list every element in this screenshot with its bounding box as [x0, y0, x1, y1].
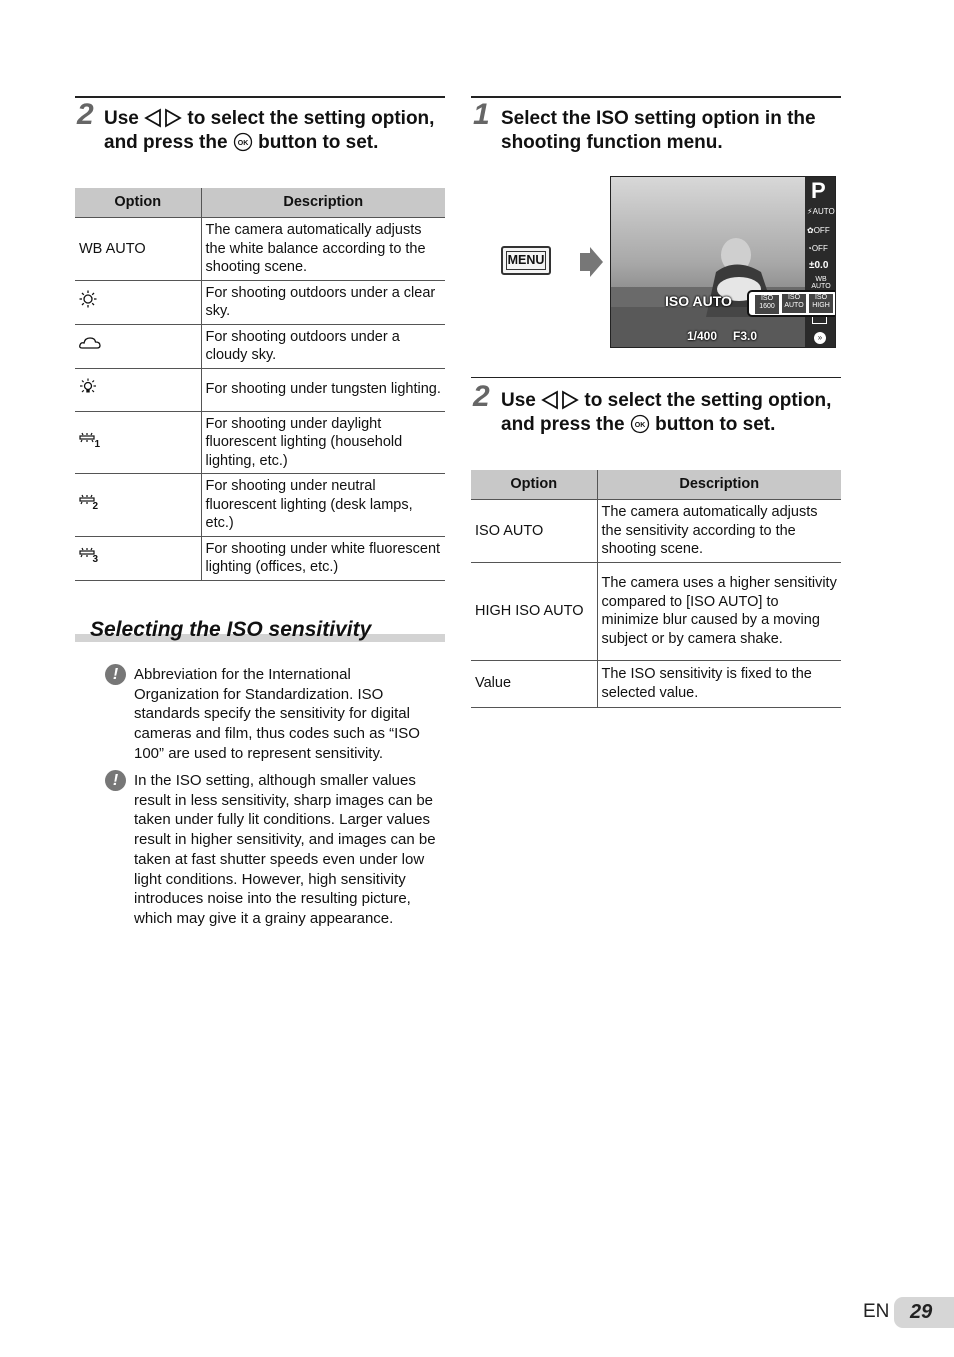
step-text-use: Use — [104, 108, 139, 129]
table-row — [75, 280, 445, 324]
right-step1-instruction: Select the ISO setting option in the shooting function menu. — [501, 108, 816, 153]
header-description: Description — [597, 470, 841, 500]
option-cell — [75, 324, 201, 368]
table-row — [75, 324, 445, 368]
right-step1-top-rule — [471, 96, 841, 98]
page-number: 29 — [910, 1301, 933, 1323]
fluorescent-3-icon — [79, 547, 101, 563]
caution-icon: ! — [105, 664, 126, 685]
ok-button-icon — [233, 132, 253, 152]
fluorescent-2-icon — [79, 494, 101, 510]
iso-option-1600[interactable]: ISO 1600 — [754, 294, 780, 315]
flash-value: AUTO — [812, 207, 835, 216]
option-cell: WB AUTO — [75, 218, 201, 281]
description-cell: For shooting under tungsten lighting. — [201, 368, 445, 411]
description-cell: The camera uses a higher sensitivity compared to [ISO AUTO] to minimize blur caused by a moving subject or by camera shake. — [597, 562, 841, 660]
cloud-icon — [79, 335, 101, 351]
option-cell — [75, 411, 201, 474]
sun-icon — [79, 290, 97, 308]
table-row — [75, 218, 445, 281]
iso-option-auto[interactable]: ISO AUTO — [782, 294, 806, 313]
table-row — [471, 660, 841, 707]
table-header-row — [471, 470, 841, 500]
step-text-select: to select the setting option, and press the — [501, 390, 832, 435]
header-option: Option — [471, 470, 597, 500]
exposure-setting: ±0.0 — [809, 260, 829, 271]
svg-text:OK: OK — [237, 139, 249, 147]
description-cell: For shooting outdoors under a clear sky. — [201, 280, 445, 324]
step-text-end: button to set. — [655, 414, 776, 435]
description-cell: For shooting under neutral fluorescent lighting (desk lamps, etc.) — [201, 474, 445, 537]
macro-setting: ✿OFF — [807, 226, 830, 235]
iso-current-label: ISO AUTO — [665, 293, 732, 309]
self-timer-setting: ◔OFF — [807, 244, 828, 253]
option-cell — [75, 368, 201, 411]
note-iso-abbreviation: Abbreviation for the International Organization for Standardization. ISO standards specify the sensitivity for digital cameras and film, thus codes such as “ISO 100” are used to represent sensitivity. — [134, 666, 420, 762]
note-iso-sensitivity: In the ISO setting, although smaller values result in less sensitivity, sharp images can be taken under fully lit conditions. Larger values result in higher sensitivity, and images can be taken at fast shutter speeds even under low light conditions. However, high sensitivity introduces noise into the resulting picture, which may give it a grainy appearance. — [134, 772, 436, 927]
table-row — [75, 536, 445, 580]
flash-setting: ⚡AUTO — [807, 207, 835, 216]
svg-text:1: 1 — [94, 438, 101, 448]
aperture-value: F3.0 — [733, 329, 758, 343]
fluorescent-1-icon — [79, 432, 101, 448]
table-row — [75, 368, 445, 411]
left-step-instruction — [104, 107, 444, 155]
right-step2-instruction — [501, 389, 841, 437]
macro-value: OFF — [813, 226, 830, 235]
step-text-select: to select the setting option, and press the — [104, 108, 435, 153]
right-arrow-icon — [578, 247, 604, 277]
menu-button-illustration — [501, 246, 551, 275]
table-row — [471, 500, 841, 563]
left-step-number: 2 — [77, 98, 94, 131]
description-cell: The ISO sensitivity is fixed to the selected value. — [597, 660, 841, 707]
description-cell: For shooting outdoors under a cloudy sky. — [201, 324, 445, 368]
table-row — [75, 474, 445, 537]
svg-text:OK: OK — [634, 421, 646, 429]
iso-option-high[interactable]: ISO HIGH — [809, 294, 833, 313]
option-cell: ISO AUTO — [471, 500, 597, 563]
svg-text:2: 2 — [92, 501, 99, 510]
table-row — [471, 562, 841, 660]
header-option: Option — [75, 188, 201, 218]
shutter-speed: 1/400 — [687, 329, 718, 343]
right-step2-top-rule — [471, 377, 841, 378]
header-description: Description — [201, 188, 445, 218]
option-cell: HIGH ISO AUTO — [471, 562, 597, 660]
left-step2-top-rule — [75, 96, 445, 98]
table-header-row — [75, 188, 445, 218]
iso-options-table — [471, 470, 841, 708]
wb-options-table — [75, 188, 445, 581]
right-step2-number: 2 — [473, 380, 490, 413]
table-row — [75, 411, 445, 474]
step-text-end: button to set. — [258, 132, 379, 153]
left-right-arrows-icon — [541, 390, 579, 410]
more-icon: » — [814, 332, 826, 344]
page-number-tab — [894, 1297, 954, 1328]
description-cell: For shooting under daylight fluorescent lighting (household lighting, etc.) — [201, 411, 445, 474]
language-label: EN — [863, 1301, 890, 1322]
section-title: Selecting the ISO sensitivity — [90, 618, 372, 641]
option-cell — [75, 280, 201, 324]
camera-screen — [610, 176, 836, 348]
option-cell — [75, 474, 201, 537]
svg-text:3: 3 — [92, 554, 99, 564]
description-cell: The camera automatically adjusts the white balance according to the shooting scene. — [201, 218, 445, 281]
description-cell: The camera automatically adjusts the sensitivity according to the shooting scene. — [597, 500, 841, 563]
right-step1-number: 1 — [473, 98, 490, 131]
ok-button-icon — [630, 414, 650, 434]
mode-indicator: P — [811, 178, 826, 203]
tungsten-bulb-icon — [79, 378, 97, 396]
option-cell: Value — [471, 660, 597, 707]
option-cell — [75, 536, 201, 580]
left-right-arrows-icon — [144, 108, 182, 128]
description-cell: For shooting under white fluorescent lighting (offices, etc.) — [201, 536, 445, 580]
wb-setting: WB AUTO — [811, 276, 831, 290]
scene-photo — [611, 177, 836, 348]
caution-icon: ! — [105, 770, 126, 791]
menu-label: MENU — [506, 251, 546, 270]
step-text-use: Use — [501, 390, 536, 411]
